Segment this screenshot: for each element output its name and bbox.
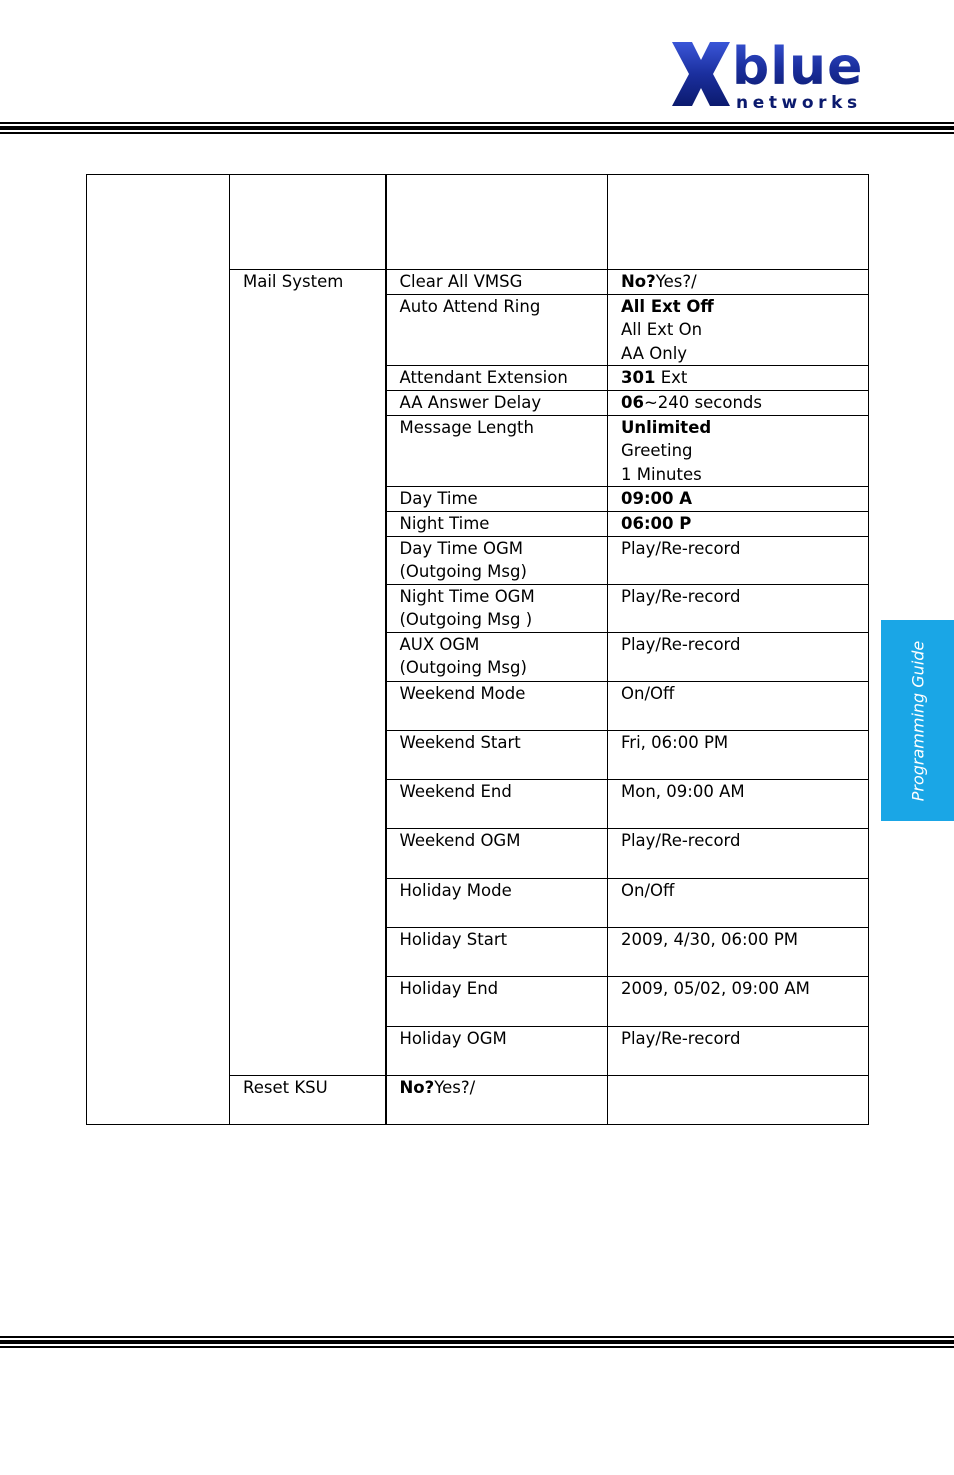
setting-line: Holiday Start <box>399 929 508 949</box>
value-line <box>621 879 860 903</box>
setting-line: Weekend End <box>399 781 512 801</box>
setting-name <box>386 390 608 415</box>
setting-value <box>608 415 869 487</box>
x-logo-mark-icon <box>672 42 730 106</box>
value-line <box>621 342 860 366</box>
mail-system-settings-table <box>86 174 869 1125</box>
setting-line: Holiday End <box>399 978 499 998</box>
option-text: Ext <box>655 368 688 387</box>
setting-line: AA Answer Delay <box>399 392 542 412</box>
setting-value <box>608 487 869 512</box>
setting-line: Holiday Mode <box>399 880 512 900</box>
setting-line: Attendant Extension <box>399 368 568 387</box>
default-value: 06 <box>621 392 644 412</box>
value-line <box>621 463 860 487</box>
setting-line: (Outgoing Msg) <box>399 658 527 677</box>
setting-name <box>386 512 608 537</box>
option-text: 1 Minutes <box>621 464 702 484</box>
setting-name <box>386 536 608 584</box>
setting-name <box>386 828 608 878</box>
blank-cell <box>87 175 230 1125</box>
value-line <box>621 391 860 415</box>
side-tab-label: Programming Guide <box>908 640 927 801</box>
value-line <box>621 512 860 536</box>
option-text: Play/Re-record <box>621 634 741 654</box>
xblue-networks-logo <box>670 38 870 112</box>
blank-cell <box>608 1075 869 1124</box>
setting-line: Weekend Mode <box>399 683 526 703</box>
default-value: Unlimited <box>621 417 712 437</box>
setting-value <box>608 270 869 295</box>
option-text: Play/Re-record <box>621 830 741 850</box>
value-line <box>621 537 860 561</box>
setting-value <box>608 366 869 391</box>
setting-line: Clear All VMSG <box>399 272 523 291</box>
setting-name <box>386 632 608 681</box>
setting-name <box>386 1026 608 1075</box>
option-text: AA Only <box>621 343 688 363</box>
blank-cell <box>608 175 869 270</box>
value-line <box>621 928 860 952</box>
setting-value <box>608 927 869 976</box>
option-text: All Ext On <box>621 320 703 339</box>
value-line <box>621 487 860 511</box>
setting-name <box>386 927 608 976</box>
table-row-blank <box>87 175 869 270</box>
setting-name <box>386 294 608 366</box>
setting-line: Night Time OGM <box>399 586 535 606</box>
setting-line: Auto Attend Ring <box>399 296 541 316</box>
default-value: 301 <box>621 368 656 387</box>
setting-value <box>608 294 869 366</box>
default-value: 09:00 A <box>621 489 693 508</box>
value-line <box>621 633 860 657</box>
option-text: ~240 seconds <box>643 392 762 412</box>
setting-line: Weekend OGM <box>399 830 521 850</box>
value-line <box>621 416 860 440</box>
setting-value <box>608 976 869 1026</box>
setting-line: Weekend Start <box>399 732 521 752</box>
value-line <box>621 366 860 390</box>
value-line <box>621 731 860 755</box>
setting-value <box>608 730 869 779</box>
option-text: Yes?/ <box>434 1077 476 1097</box>
blank-cell <box>230 175 386 270</box>
value-line <box>621 780 860 804</box>
default-value: 06:00 P <box>621 514 692 533</box>
setting-line: Holiday OGM <box>399 1028 507 1048</box>
setting-name <box>386 730 608 779</box>
value-line <box>621 270 860 294</box>
setting-line: (Outgoing Msg ) <box>399 610 533 629</box>
setting-name <box>386 878 608 927</box>
reset-ksu-label: Reset KSU <box>230 1075 386 1124</box>
value-line <box>621 829 860 853</box>
option-text: Play/Re-record <box>621 586 741 606</box>
programming-guide-tab[interactable] <box>881 620 954 821</box>
setting-value <box>608 878 869 927</box>
setting-line: AUX OGM <box>399 634 480 654</box>
option-text: 2009, 05/02, 09:00 AM <box>621 978 810 998</box>
option-text: On/Off <box>621 880 675 900</box>
mail-system-label: Mail System <box>230 270 386 1076</box>
setting-name <box>386 415 608 487</box>
setting-line: (Outgoing Msg) <box>399 562 527 581</box>
setting-value <box>608 681 869 730</box>
default-value: No? <box>399 1077 435 1097</box>
setting-name <box>386 487 608 512</box>
default-value: All Ext Off <box>621 296 714 316</box>
setting-name <box>386 270 608 295</box>
blank-cell <box>386 175 608 270</box>
setting-line: Message Length <box>399 417 534 437</box>
default-value: No? <box>621 272 656 291</box>
header-rule <box>0 122 954 134</box>
logo-subtitle: networks <box>736 93 862 112</box>
value-line <box>621 295 860 319</box>
setting-value <box>608 584 869 632</box>
value-line <box>621 682 860 706</box>
setting-line: Night Time <box>399 514 490 533</box>
option-text: Greeting <box>621 441 693 460</box>
setting-name <box>386 366 608 391</box>
option-text: Yes?/ <box>655 272 697 291</box>
setting-name <box>386 681 608 730</box>
value-line <box>621 439 860 463</box>
option-text: Play/Re-record <box>621 1028 741 1048</box>
footer-rule <box>0 1336 954 1348</box>
setting-name <box>386 779 608 828</box>
value-line <box>621 1027 860 1051</box>
value-line <box>621 318 860 342</box>
logo-wordmark: blue <box>732 38 864 97</box>
setting-value <box>608 779 869 828</box>
option-text: Fri, 06:00 PM <box>621 732 729 752</box>
setting-value <box>608 828 869 878</box>
setting-value <box>608 632 869 681</box>
reset-ksu-value <box>386 1075 608 1124</box>
setting-value <box>608 512 869 537</box>
option-text: Play/Re-record <box>621 538 741 558</box>
setting-value <box>608 1026 869 1075</box>
option-text: Mon, 09:00 AM <box>621 781 745 801</box>
value-line <box>400 1076 600 1100</box>
option-text: 2009, 4/30, 06:00 PM <box>621 929 799 949</box>
setting-name <box>386 584 608 632</box>
setting-line: Day Time OGM <box>399 538 523 558</box>
value-line <box>621 585 860 609</box>
value-line <box>621 977 860 1001</box>
setting-line: Day Time <box>399 489 478 508</box>
setting-value <box>608 390 869 415</box>
setting-name <box>386 976 608 1026</box>
setting-value <box>608 536 869 584</box>
option-text: On/Off <box>621 683 675 703</box>
